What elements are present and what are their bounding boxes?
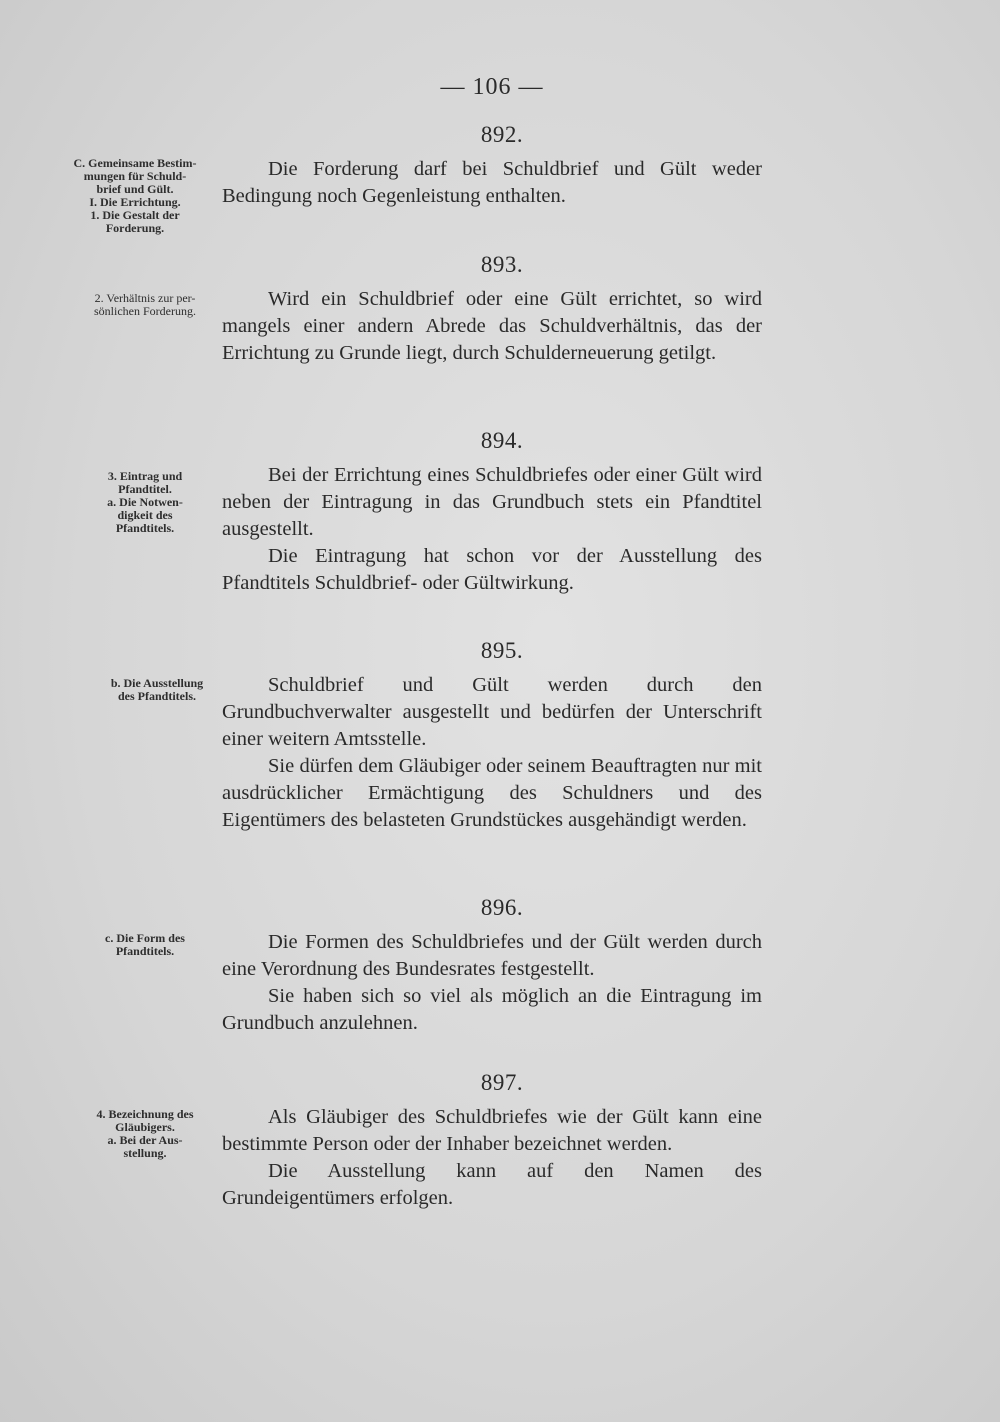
article-893 <box>222 252 762 367</box>
article-number: 892. <box>480 122 524 147</box>
page-number <box>0 74 1000 101</box>
article-number: 893. <box>480 252 524 277</box>
margin-note-gemeinsame-bestimmungen <box>55 157 215 235</box>
article-paragraph: Wird ein Schuldbrief oder eine Gült errichtet, so wird mangels einer andern Abrede das Schuldverhältnis, das der Errichtung zu Grunde liegt, durch Schulderneuerung getilgt. <box>222 288 762 364</box>
article-paragraph: Bei der Errichtung eines Schuldbriefes oder einer Gült wird neben der Eintragung in das Grundbuch stets ein Pfandtitel ausgestellt. <box>222 464 762 540</box>
article-paragraph: Die Forderung darf bei Schuldbrief und Gült weder Bedingung noch Gegenleistung enthalten. <box>222 158 762 207</box>
article-paragraph: Die Ausstellung kann auf den Namen des Grundeigentümers erfolgen. <box>222 1160 762 1209</box>
article-number: 894. <box>480 428 524 453</box>
margin-note-line: a. Bei der Aus- <box>107 1133 183 1147</box>
margin-note-line: a. Die Notwen- <box>107 495 183 509</box>
margin-note-line: 1. Die Gestalt der <box>90 208 180 222</box>
margin-note-line: 2. Verhältnis zur per- <box>94 291 196 305</box>
article-number: 895. <box>480 638 524 663</box>
article-897 <box>222 1070 762 1212</box>
margin-note-form <box>70 932 220 958</box>
margin-note-line: Pfandtitel. <box>118 482 172 496</box>
margin-note-line: stellung. <box>123 1146 167 1160</box>
article-896 <box>222 895 762 1037</box>
article-paragraph: Sie haben sich so viel als möglich an die Eintragung im Grundbuch anzulehnen. <box>222 985 762 1034</box>
page-number-text: — 106 — <box>440 74 544 100</box>
article-number: 897. <box>480 1070 524 1095</box>
margin-note-line: 4. Bezeichnung des <box>96 1107 194 1121</box>
margin-note-line: des Pfandtitels. <box>118 689 196 703</box>
margin-note-line: b. Die Ausstellung <box>110 676 204 690</box>
article-895 <box>222 638 762 834</box>
article-892 <box>222 122 762 210</box>
margin-note-line: digkeit des <box>117 508 173 522</box>
margin-note-eintrag-und-pfandtitel <box>70 470 220 535</box>
margin-note-verhaeltnis <box>70 292 220 318</box>
margin-note-line: c. Die Form des <box>105 931 185 945</box>
article-paragraph: Als Gläubiger des Schuldbriefes wie der Gült kann eine bestimmte Person oder der Inhaber bezeichnet werden. <box>222 1106 762 1155</box>
article-paragraph: Schuldbrief und Gült werden durch den Grundbuchverwalter ausgestellt und bedürfen der Unterschrift einer weitern Amtsstelle. <box>222 674 762 750</box>
margin-note-line: mungen für Schuld- <box>83 169 187 183</box>
article-number: 896. <box>480 895 524 920</box>
margin-note-line: 3. Eintrag und <box>107 469 183 483</box>
article-paragraph: Die Formen des Schuldbriefes und der Gült werden durch eine Verordnung des Bundesrates festgestellt. <box>222 931 762 980</box>
margin-note-line: Pfandtitels. <box>115 944 175 958</box>
article-894 <box>222 428 762 597</box>
margin-note-line: C. Gemeinsame Bestim- <box>73 156 197 170</box>
article-paragraph: Die Eintragung hat schon vor der Ausstellung des Pfandtitels Schuldbrief- oder Gültwirkung. <box>222 545 762 594</box>
margin-note-line: sönlichen Forderung. <box>94 304 196 318</box>
margin-note-line: I. Die Errichtung. <box>89 195 181 209</box>
article-paragraph: Sie dürfen dem Gläubiger oder seinem Beauftragten nur mit ausdrücklicher Ermächtigung des Schuldners und des Eigentümers des belasteten Grundstückes ausgehändigt werden. <box>222 755 762 831</box>
margin-note-line: brief und Gült. <box>96 182 174 196</box>
margin-note-bezeichnung-glaeubigers <box>70 1108 220 1160</box>
margin-note-ausstellung <box>82 677 232 703</box>
margin-note-line: Gläubigers. <box>115 1120 175 1134</box>
margin-note-line: Pfandtitels. <box>115 521 175 535</box>
margin-note-line: Forderung. <box>105 221 165 235</box>
